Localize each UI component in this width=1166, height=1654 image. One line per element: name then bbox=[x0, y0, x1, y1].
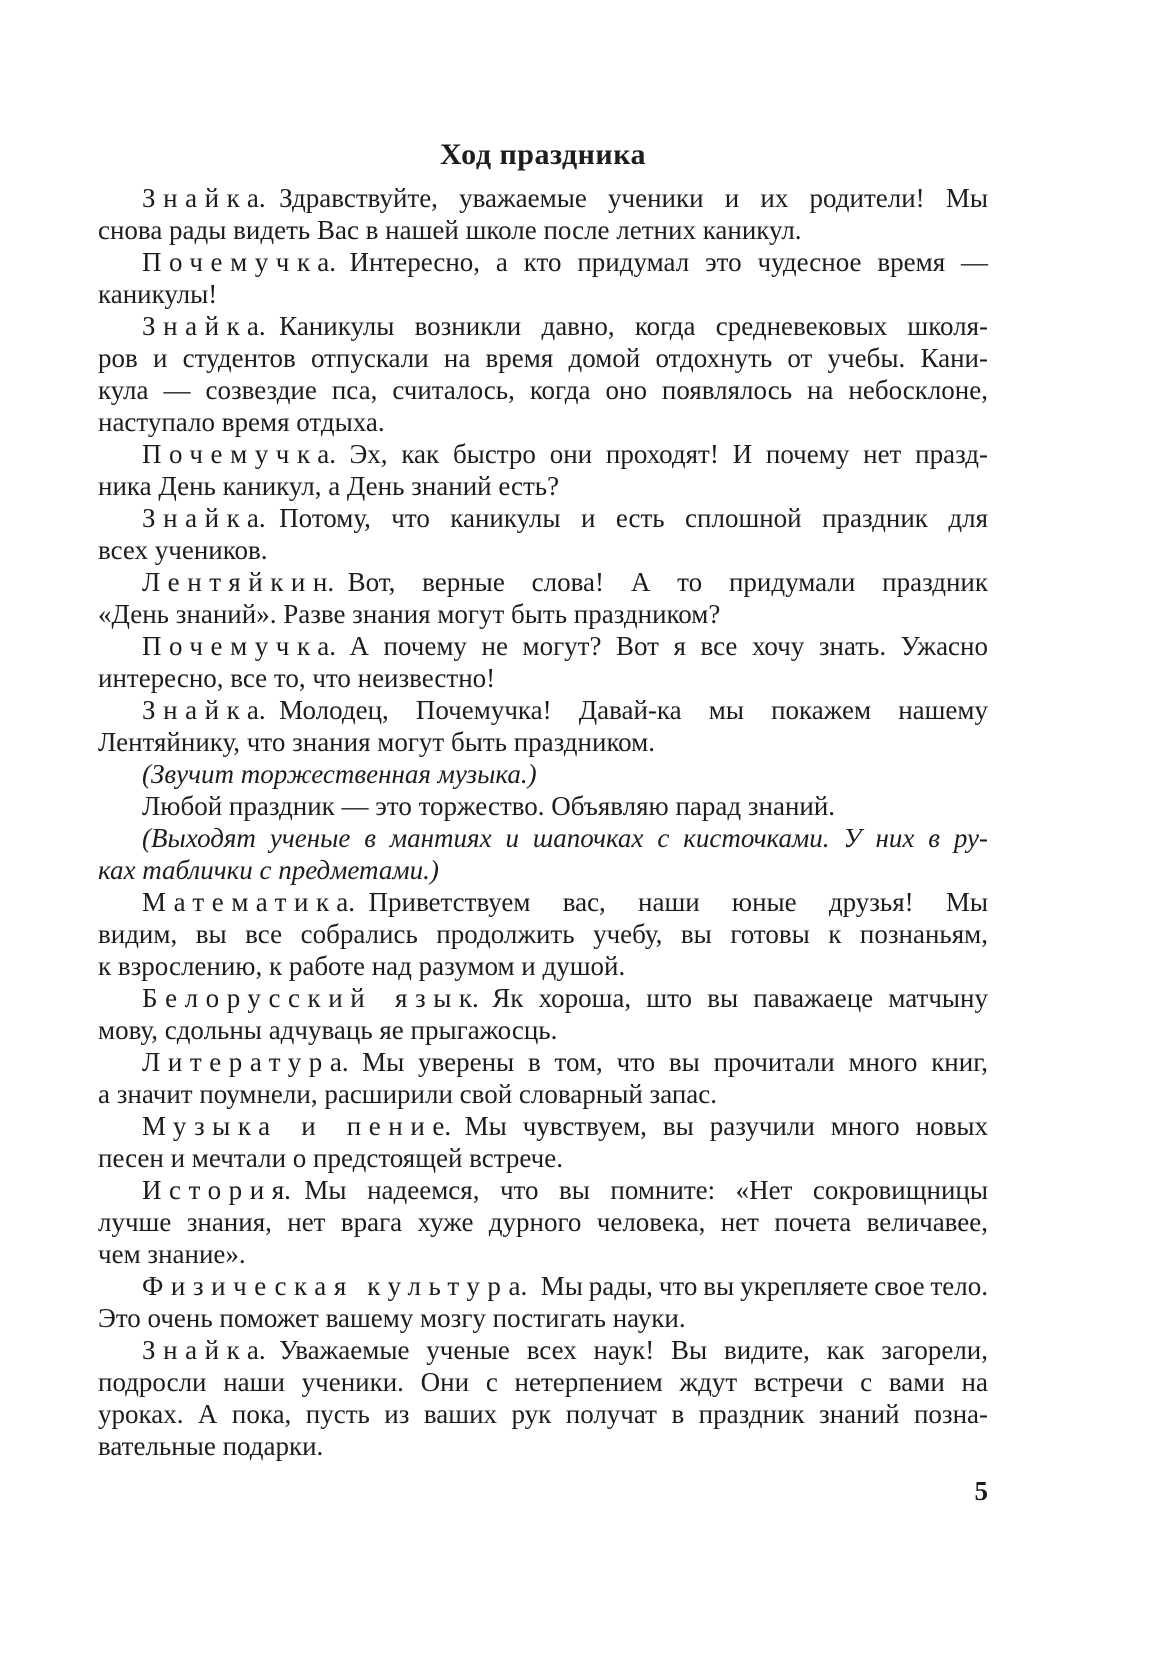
text-line: История. Мы надеемся, что вы помните: «Нет сокровищницы bbox=[142, 1175, 988, 1205]
text-line: ров и студентов отпускали на время домой отдохнуть от учебы. Кани- bbox=[98, 343, 988, 373]
speaker-name: Знайка bbox=[142, 183, 267, 213]
text-block bbox=[98, 182, 988, 1462]
speaker-name: Почемучка bbox=[142, 247, 337, 277]
text-line: Знайка. Каникулы возникли давно, когда средневековых школя- bbox=[142, 311, 988, 341]
speaker-name: Почемучка bbox=[142, 631, 337, 661]
text-line: чем знание». bbox=[98, 1239, 246, 1269]
speaker-name: Белорусский язык bbox=[142, 983, 480, 1013]
text-line: вательные подарки. bbox=[98, 1431, 324, 1461]
speaker-name: Почемучка bbox=[142, 439, 337, 469]
text-line: Знайка. Уважаемые ученые всех наук! Вы видите, как загорели, bbox=[142, 1335, 988, 1365]
paragraph bbox=[98, 1046, 988, 1110]
paragraph bbox=[98, 1110, 988, 1174]
stage-direction bbox=[98, 822, 988, 886]
paragraph bbox=[98, 886, 988, 982]
paragraph bbox=[98, 1174, 988, 1270]
page-title: Ход праздника bbox=[439, 138, 647, 171]
stage-direction bbox=[98, 758, 988, 790]
text-line: а значит поумнели, расширили свой словарный запас. bbox=[98, 1079, 717, 1109]
text-line: Музыка и пение. Мы чувствуем, вы разучили много новых bbox=[142, 1111, 988, 1141]
page-number: 5 bbox=[974, 1476, 988, 1506]
text-line: снова рады видеть Вас в нашей школе после летних каникул. bbox=[98, 215, 802, 245]
speaker-name: Знайка bbox=[142, 1335, 267, 1365]
speaker-name: Знайка bbox=[142, 695, 267, 725]
text-line: Знайка. Здравствуйте, уважаемые ученики и их родители! Мы bbox=[142, 183, 988, 213]
text-line: наступало время отдыха. bbox=[98, 407, 385, 437]
text-line: уроках. А пока, пусть из ваших рук получат в праздник знаний позна- bbox=[98, 1399, 988, 1429]
text-line: Это очень поможет вашему мозгу постигать науки. bbox=[98, 1303, 686, 1333]
paragraph bbox=[98, 246, 988, 310]
text-line: каникулы! bbox=[98, 279, 218, 309]
text-line: кула — созвездие пса, считалось, когда оно появлялось на небосклоне, bbox=[98, 375, 988, 405]
text-line: Знайка. Молодец, Почемучка! Давай-ка мы покажем нашему bbox=[142, 695, 988, 725]
speaker-name: Лентяйкин bbox=[142, 567, 335, 597]
text-line: Математика. Приветствуем вас, наши юные друзья! Мы bbox=[142, 887, 988, 917]
text-line: Знайка. Потому, что каникулы и есть сплошной праздник для bbox=[142, 503, 988, 533]
text-line: лучше знания, нет врага хуже дурного человека, нет почета величавее, bbox=[98, 1207, 988, 1237]
text-line: Лентяйнику, что знания могут быть праздником. bbox=[98, 727, 656, 757]
text-line: видим, вы все собрались продолжить учебу, вы готовы к познаньям, bbox=[98, 919, 988, 949]
text-line: Белорусский язык. Як хороша, што вы паважаеце матчыну bbox=[142, 983, 988, 1013]
paragraph bbox=[98, 566, 988, 630]
text-line: песен и мечтали о предстоящей встрече. bbox=[98, 1143, 563, 1173]
paragraph bbox=[98, 1334, 988, 1462]
speaker-name: Музыка и пение bbox=[142, 1111, 452, 1141]
text-line: (Звучит торжественная музыка.) bbox=[142, 759, 537, 789]
speaker-name: Математика bbox=[142, 887, 356, 917]
paragraph bbox=[98, 982, 988, 1046]
paragraph bbox=[98, 310, 988, 438]
text-line: к взрослению, к работе над разумом и душой. bbox=[98, 951, 626, 981]
speaker-name: Физическая культура bbox=[142, 1271, 529, 1301]
text-line: ках таблички с предметами.) bbox=[98, 855, 439, 885]
paragraph bbox=[98, 438, 988, 502]
text-line: подросли наши ученики. Они с нетерпением ждут встречи с вами на bbox=[98, 1367, 988, 1397]
text-line: мову, сдольны адчуваць яе прыгажосць. bbox=[98, 1015, 558, 1045]
speaker-name: Знайка bbox=[142, 311, 267, 341]
text-line: Почемучка. Эх, как быстро они проходят! И почему нет празд- bbox=[142, 439, 988, 469]
paragraph bbox=[98, 790, 988, 822]
speaker-name: Литература bbox=[142, 1047, 350, 1077]
text-line: Почемучка. А почему не могут? Вот я все хочу знать. Ужасно bbox=[142, 631, 988, 661]
text-line: Почемучка. Интересно, а кто придумал это чудесное время — bbox=[142, 247, 988, 277]
paragraph bbox=[98, 694, 988, 758]
text-line: Любой праздник — это торжество. Объявляю парад знаний. bbox=[142, 791, 836, 821]
text-line: Лентяйкин. Вот, верные слова! А то придумали праздник bbox=[142, 567, 988, 597]
paragraph bbox=[98, 630, 988, 694]
paragraph bbox=[98, 182, 988, 246]
text-line: «День знаний». Разве знания могут быть праздником? bbox=[98, 599, 721, 629]
text-line: (Выходят ученые в мантиях и шапочках с кисточками. У них в ру- bbox=[142, 823, 988, 853]
paragraph bbox=[98, 502, 988, 566]
speaker-name: История bbox=[142, 1175, 292, 1205]
text-line: Физическая культура. Мы рады, что вы укрепляете свое тело. bbox=[142, 1271, 989, 1301]
speaker-name: Знайка bbox=[142, 503, 267, 533]
text-line: ника День каникул, а День знаний есть? bbox=[98, 471, 560, 501]
text-line: интересно, все то, что неизвестно! bbox=[98, 663, 496, 693]
paragraph bbox=[98, 1270, 988, 1334]
text-line: всех учеников. bbox=[98, 535, 268, 565]
text-line: Литература. Мы уверены в том, что вы прочитали много книг, bbox=[142, 1047, 988, 1077]
